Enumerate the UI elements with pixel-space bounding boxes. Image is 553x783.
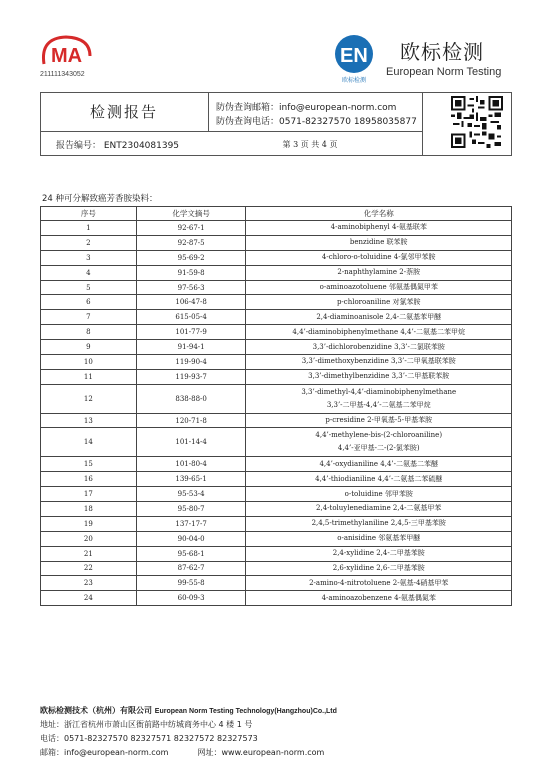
cell-number: 1 (41, 221, 137, 236)
table-row (41, 369, 512, 384)
table-row (41, 487, 512, 502)
cell-cas: 95-69-2 (136, 250, 246, 265)
cell-number: 15 (41, 457, 137, 472)
report-number: 报告编号： ENT2304081395 (56, 141, 180, 151)
cell-number: 9 (41, 340, 137, 355)
footer-company-cn: 欧标检测技术（杭州）有限公司 (40, 706, 152, 715)
section-title: 24 种可分解致癌芳香胺染料： (42, 194, 158, 204)
cell-cas: 91-59-8 (136, 265, 246, 280)
table-row (41, 340, 512, 355)
table-row (41, 235, 512, 250)
header-divider (422, 92, 423, 156)
cell-cas: 95-80-7 (136, 501, 246, 516)
cell-number: 7 (41, 310, 137, 325)
cell-chemical-name (246, 250, 512, 265)
cell-cas: 60-09-3 (136, 591, 246, 606)
cell-chemical-name (246, 501, 512, 516)
cell-cas: 120-71-8 (136, 413, 246, 428)
chemical-name-line: o-aminoazotoluene 邻氨基偶氮甲苯 (319, 283, 438, 291)
cell-chemical-name (246, 295, 512, 310)
cell-chemical-name (246, 457, 512, 472)
cell-chemical-name (246, 576, 512, 591)
cell-cas: 95-53-4 (136, 487, 246, 502)
cell-cas: 92-87-5 (136, 235, 246, 250)
footer-email: 邮箱：info@european-norm.com (40, 748, 169, 757)
footer-phone: 电话：0571-82327570 82327571 82327572 82327573 (40, 734, 258, 743)
cell-cas: 137-17-7 (136, 516, 246, 531)
cell-chemical-name (246, 280, 512, 295)
cell-number: 23 (41, 576, 137, 591)
cell-cas: 119-93-7 (136, 369, 246, 384)
cell-number: 21 (41, 546, 137, 561)
cell-cas: 101-14-4 (136, 428, 246, 457)
cell-number: 22 (41, 561, 137, 576)
chemical-name-line: 3,3’-二甲基-4,4’-二氨基二苯甲烷 (326, 400, 431, 409)
cell-chemical-name (246, 487, 512, 502)
cell-chemical-name (246, 516, 512, 531)
svg-text:EN: EN (340, 45, 368, 67)
chemical-name-line: 4-chloro-o-toluidine 4-氯邻甲苯胺 (321, 253, 436, 262)
cell-chemical-name (246, 546, 512, 561)
table-row (41, 576, 512, 591)
chemical-name-line: 2,4-xylidine 2,4-二甲基苯胺 (332, 549, 425, 558)
chemical-name-line: 2,4-toluylenediamine 2,4-二氨基甲苯 (316, 504, 442, 513)
cell-number: 4 (41, 265, 137, 280)
chemical-name-line: 4,4’-diaminobiphenylmethane 4,4’-二氨基二苯甲烷 (292, 327, 466, 336)
chemical-name-line: 4,4’-methylene-bis-(2-chloroaniline) (315, 431, 443, 440)
table-row (41, 428, 512, 457)
en-logo-caption: 欧标检测 (341, 78, 366, 84)
chemical-name-line: p-cresidine 2-甲氧基-5-甲基苯胺 (325, 416, 433, 425)
table-row (41, 561, 512, 576)
report-title: 检测报告 (89, 103, 158, 121)
chemical-name-line: 2-amino-4-nitrotoluene 2-氨基-4硝基甲苯 (309, 578, 449, 587)
cell-number: 14 (41, 428, 137, 457)
cell-cas: 95-68-1 (136, 546, 246, 561)
footer-contact (40, 747, 324, 758)
chemical-name-line: 2,6-xylidine 2,6-二甲基苯胺 (332, 563, 425, 572)
chemical-name-line: 3,3’-dimethyl-4,4’-diaminobiphenylmethane (301, 387, 457, 396)
cell-cas: 99-55-8 (136, 576, 246, 591)
chemical-name-line: o-toluidine 邻甲苯胺 (344, 489, 413, 498)
cell-chemical-name (246, 340, 512, 355)
chemical-name-line: 2,4-diaminoanisole 2,4-二氨基苯甲醚 (316, 312, 442, 321)
cell-chemical-name (246, 561, 512, 576)
footer-company-en: European Norm Testing Technology(Hangzhou)Co.,Ltd (154, 708, 337, 715)
cell-cas: 615-05-4 (136, 310, 246, 325)
cell-number: 3 (41, 250, 137, 265)
cell-chemical-name (246, 531, 512, 546)
cell-chemical-name (246, 265, 512, 280)
cell-number: 5 (41, 280, 137, 295)
table-header-row (41, 207, 512, 221)
cell-number: 24 (41, 591, 137, 606)
chemical-name-line: benzidine 联苯胺 (349, 238, 408, 247)
cma-number: 211111343052 (40, 71, 85, 78)
cell-number: 20 (41, 531, 137, 546)
table-row (41, 413, 512, 428)
chemical-name-line: 3,3’-dichlorobenzidine 3,3’-二氯联苯胺 (312, 342, 445, 351)
cell-number: 19 (41, 516, 137, 531)
table-row (41, 295, 512, 310)
cell-number: 13 (41, 413, 137, 428)
cell-cas: 139-65-1 (136, 472, 246, 487)
cell-number: 10 (41, 355, 137, 370)
chemical-name-line: 2,4,5-trimethylaniline 2,4,5-三甲基苯胺 (311, 519, 446, 528)
chemical-name-line: 4,4’-oxydianiline 4,4’-二氨基二苯醚 (319, 459, 439, 468)
header-cas: 化学文摘号 (136, 207, 246, 221)
chemical-name-line: p-chloroaniline 对氯苯胺 (336, 297, 421, 306)
table-row (41, 221, 512, 236)
cell-chemical-name (246, 235, 512, 250)
cell-number: 2 (41, 235, 137, 250)
table-row (41, 516, 512, 531)
cell-number: 8 (41, 325, 137, 340)
cell-chemical-name (246, 310, 512, 325)
brand-name-en: European Norm Testing (386, 66, 502, 78)
cell-cas: 106-47-8 (136, 295, 246, 310)
cell-cas: 101-80-4 (136, 457, 246, 472)
cell-cas: 119-90-4 (136, 355, 246, 370)
chemical-name-line: 3,3’-dimethylbenzidine 3,3’-二甲基联苯胺 (308, 372, 450, 381)
cell-number: 6 (41, 295, 137, 310)
chemical-name-line: o-anisidine 邻氨基苯甲醚 (337, 534, 421, 543)
cell-number: 16 (41, 472, 137, 487)
en-logo-icon (332, 34, 376, 78)
cell-number: 12 (41, 384, 137, 413)
table-row (41, 472, 512, 487)
cell-cas: 87-62-7 (136, 561, 246, 576)
header-divider (40, 131, 422, 132)
cell-number: 17 (41, 487, 137, 502)
table-row (41, 531, 512, 546)
footer-company (40, 705, 337, 716)
cell-chemical-name (246, 428, 512, 457)
table-row (41, 250, 512, 265)
cell-chemical-name (246, 221, 512, 236)
table-row (41, 355, 512, 370)
chemical-name-line: 4,4’-亚甲基-二-(2-氯苯胺) (337, 444, 420, 453)
brand-name-cn: 欧标检测 (400, 40, 484, 64)
qr-code-icon (451, 96, 503, 148)
table-row (41, 457, 512, 472)
cell-chemical-name (246, 413, 512, 428)
cell-cas: 101-77-9 (136, 325, 246, 340)
anti-fake-phone: 防伪查询电话：0571-82327570 18958035877 (216, 117, 417, 127)
header-divider (208, 92, 209, 131)
cell-chemical-name (246, 472, 512, 487)
page-indicator: 第 3 页 共 4 页 (282, 140, 338, 149)
table-row (41, 384, 512, 413)
chemical-name-line: 4-aminobiphenyl 4-氨基联苯 (330, 223, 427, 232)
table-row (41, 310, 512, 325)
cell-chemical-name (246, 369, 512, 384)
table-row (41, 280, 512, 295)
footer-address: 地址：浙江省杭州市萧山区衙前路中纺城商务中心 4 楼 1 号 (40, 720, 253, 729)
table-row (41, 546, 512, 561)
footer-website: 网址：www.european-norm.com (197, 748, 325, 757)
cell-chemical-name (246, 355, 512, 370)
cell-cas: 838-88-0 (136, 384, 246, 413)
cell-cas: 90-04-0 (136, 531, 246, 546)
header-chemical-name: 化学名称 (246, 207, 512, 221)
cell-cas: 92-67-1 (136, 221, 246, 236)
table-row (41, 591, 512, 606)
table-row (41, 501, 512, 516)
cell-cas: 97-56-3 (136, 280, 246, 295)
header-number: 序号 (41, 207, 137, 221)
chemical-name-line: 2-naphthylamine 2-萘胺 (337, 268, 421, 277)
chemical-name-line: 4,4’-thiodianiline 4,4’-二氨基二苯硫醚 (315, 474, 443, 483)
amine-table (40, 206, 512, 606)
chemical-name-line: 3,3’-dimethoxybenzidine 3,3’-二甲氧基联苯胺 (301, 357, 456, 366)
cell-number: 18 (41, 501, 137, 516)
cell-number: 11 (41, 369, 137, 384)
cma-logo-icon (38, 34, 94, 68)
chemical-name-line: 4-aminoazobenzene 4-氨基偶氮苯 (321, 593, 436, 602)
cell-chemical-name (246, 384, 512, 413)
anti-fake-email: 防伪查询邮箱：info@european-norm.com (216, 103, 397, 113)
cell-chemical-name (246, 591, 512, 606)
cell-chemical-name (246, 325, 512, 340)
svg-text:MA: MA (51, 45, 83, 67)
table-row (41, 325, 512, 340)
table-row (41, 265, 512, 280)
cell-cas: 91-94-1 (136, 340, 246, 355)
